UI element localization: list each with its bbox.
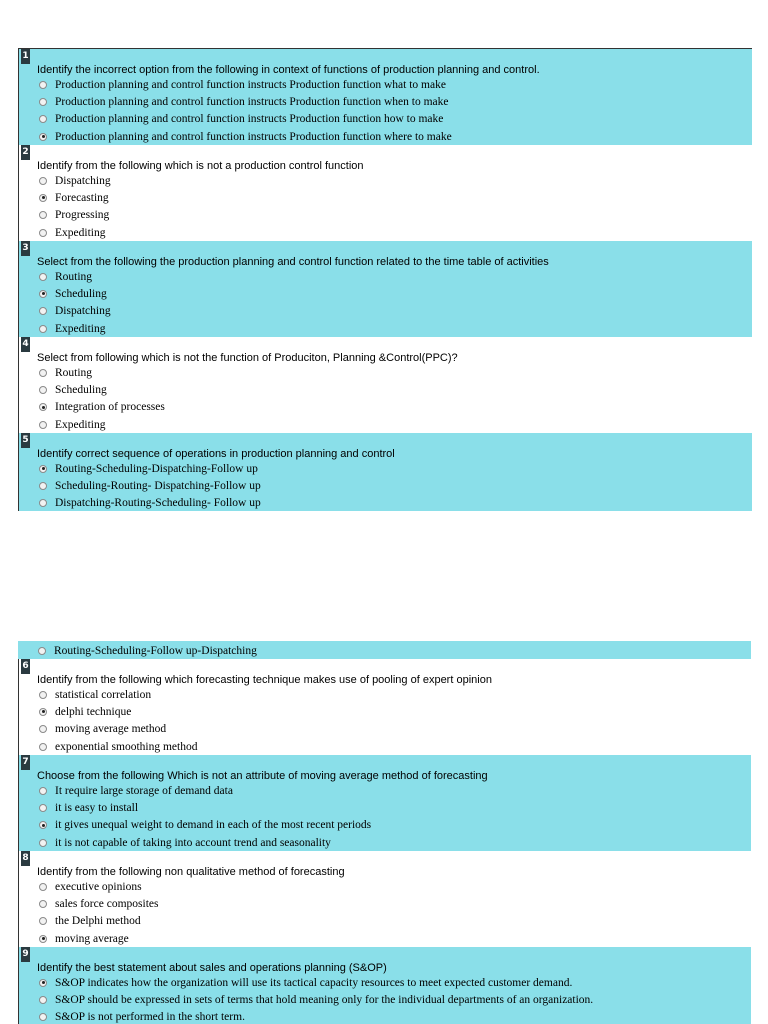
answer-option[interactable] xyxy=(37,930,158,947)
answer-option[interactable] xyxy=(37,224,111,241)
answer-option[interactable] xyxy=(37,878,158,895)
radio-button-selected[interactable] xyxy=(39,290,47,298)
answer-option[interactable] xyxy=(37,268,111,285)
question-number-badge: 1 xyxy=(21,49,30,64)
answer-option[interactable] xyxy=(37,895,158,912)
question-block xyxy=(19,947,751,1024)
option-label: Production planning and control function instructs Production function when to make xyxy=(55,95,449,108)
radio-button[interactable] xyxy=(39,1013,47,1021)
answer-option[interactable] xyxy=(37,364,165,381)
answer-option[interactable] xyxy=(36,642,257,659)
question-block xyxy=(19,337,752,433)
option-list xyxy=(37,76,452,145)
option-label: Routing xyxy=(55,366,93,379)
radio-button[interactable] xyxy=(39,743,47,751)
option-label: It require large storage of demand data xyxy=(55,784,233,797)
option-list xyxy=(37,878,158,947)
answer-option[interactable] xyxy=(37,817,371,834)
radio-button-selected[interactable] xyxy=(39,465,47,473)
answer-option[interactable] xyxy=(37,1009,593,1024)
answer-option[interactable] xyxy=(37,703,197,720)
question-text: Identify from the following which is not a production control function xyxy=(37,160,364,172)
option-label: S&OP indicates how the organization will use its tactical capacity resources to meet expected customer demand. xyxy=(55,976,573,989)
option-label: Expediting xyxy=(55,418,106,431)
answer-option[interactable] xyxy=(37,111,452,128)
radio-button[interactable] xyxy=(39,369,47,377)
answer-option[interactable] xyxy=(37,172,111,189)
answer-option[interactable] xyxy=(37,207,111,224)
option-label: statistical correlation xyxy=(55,688,152,701)
option-label: delphi technique xyxy=(55,705,132,718)
option-label: Production planning and control function instructs Production function what to make xyxy=(55,78,446,91)
option-label: Production planning and control function instructs Production function how to make xyxy=(55,113,444,126)
radio-button-selected[interactable] xyxy=(39,194,47,202)
radio-button[interactable] xyxy=(39,691,47,699)
option-label: S&OP should be expressed in sets of terms that hold meaning only for the individual departments of an organization. xyxy=(55,993,594,1006)
answer-option[interactable] xyxy=(37,495,261,511)
question-text: Select from following which is not the function of Produciton, Planning &Control(PPC)? xyxy=(37,352,458,364)
answer-option[interactable] xyxy=(37,189,111,206)
option-label: exponential smoothing method xyxy=(55,740,198,753)
continued-option-row xyxy=(18,641,751,659)
option-label: Routing-Scheduling-Follow up-Dispatching xyxy=(54,644,257,657)
option-list xyxy=(37,974,593,1024)
option-label: Dispatching xyxy=(55,174,111,187)
question-block xyxy=(19,241,752,337)
radio-button[interactable] xyxy=(39,81,47,89)
radio-button[interactable] xyxy=(39,325,47,333)
radio-button-selected[interactable] xyxy=(39,935,47,943)
answer-option[interactable] xyxy=(37,128,452,145)
option-label: Expediting xyxy=(55,322,106,335)
option-label: Forecasting xyxy=(55,191,109,204)
radio-button[interactable] xyxy=(39,499,47,507)
option-label: it is easy to install xyxy=(55,801,139,814)
radio-button[interactable] xyxy=(39,839,47,847)
question-number-badge: 7 xyxy=(21,755,30,770)
answer-option[interactable] xyxy=(37,991,593,1008)
option-label: it is not capable of taking into account trend and seasonality xyxy=(55,836,331,849)
radio-button[interactable] xyxy=(39,211,47,219)
option-label: Production planning and control function instructs Production function where to make xyxy=(55,130,452,143)
option-label: Dispatching xyxy=(55,305,111,318)
option-list xyxy=(37,460,261,511)
question-number-badge: 8 xyxy=(21,851,30,866)
radio-button[interactable] xyxy=(39,177,47,185)
option-list xyxy=(37,172,111,241)
question-text: Identify the best statement about sales and operations planning (S&OP) xyxy=(37,962,387,974)
question-number-badge: 6 xyxy=(21,659,30,674)
answer-option[interactable] xyxy=(37,834,371,851)
question-block xyxy=(19,145,752,241)
radio-button[interactable] xyxy=(39,883,47,891)
option-label: Progressing xyxy=(55,209,110,222)
option-list xyxy=(37,268,111,337)
option-label: Dispatching-Routing-Scheduling- Follow up xyxy=(55,497,261,510)
question-block xyxy=(19,851,751,947)
radio-button[interactable] xyxy=(39,917,47,925)
answer-option[interactable] xyxy=(37,738,197,755)
radio-button[interactable] xyxy=(39,421,47,429)
radio-button-selected[interactable] xyxy=(39,979,47,987)
radio-button[interactable] xyxy=(39,996,47,1004)
answer-option[interactable] xyxy=(37,320,111,337)
option-label: moving average method xyxy=(55,723,167,736)
question-block xyxy=(19,433,752,511)
radio-button-selected[interactable] xyxy=(39,133,47,141)
radio-button[interactable] xyxy=(38,647,46,655)
answer-option[interactable] xyxy=(37,399,165,416)
option-label: it gives unequal weight to demand in each of the most recent periods xyxy=(55,819,372,832)
answer-option[interactable] xyxy=(37,721,197,738)
option-list xyxy=(37,782,371,851)
option-label: executive opinions xyxy=(55,880,142,893)
radio-button[interactable] xyxy=(39,482,47,490)
question-number-badge: 9 xyxy=(21,947,30,962)
quiz-page-1 xyxy=(18,48,752,511)
radio-button[interactable] xyxy=(39,229,47,237)
question-block xyxy=(19,755,751,851)
option-label: the Delphi method xyxy=(55,915,141,928)
answer-option[interactable] xyxy=(37,93,452,110)
option-label: moving average xyxy=(55,932,129,945)
answer-option[interactable] xyxy=(37,381,165,398)
radio-button[interactable] xyxy=(39,115,47,123)
option-label: S&OP is not performed in the short term. xyxy=(55,1011,245,1024)
radio-button-selected[interactable] xyxy=(39,708,47,716)
question-number-badge: 3 xyxy=(21,241,30,256)
radio-button-selected[interactable] xyxy=(39,403,47,411)
option-list xyxy=(37,686,197,755)
quiz-page-2 xyxy=(18,641,751,1024)
answer-option[interactable] xyxy=(37,460,261,477)
answer-option[interactable] xyxy=(37,799,371,816)
radio-button[interactable] xyxy=(39,804,47,812)
question-text: Select from the following the production planning and control function related to the time table of activities xyxy=(37,256,549,268)
question-text: Identify from the following non qualitative method of forecasting xyxy=(37,866,345,878)
option-label: sales force composites xyxy=(55,897,159,910)
option-label: Integration of processes xyxy=(55,401,165,414)
answer-option[interactable] xyxy=(37,913,158,930)
question-text: Choose from the following Which is not an attribute of moving average method of forecasting xyxy=(37,770,488,782)
answer-option[interactable] xyxy=(37,782,371,799)
radio-button[interactable] xyxy=(39,900,47,908)
radio-button[interactable] xyxy=(39,386,47,394)
question-number-badge: 2 xyxy=(21,145,30,160)
radio-button[interactable] xyxy=(39,273,47,281)
question-list xyxy=(18,659,751,1024)
radio-button-selected[interactable] xyxy=(39,821,47,829)
question-text: Identify from the following which forecasting technique makes use of pooling of expert opinion xyxy=(37,674,492,686)
option-label: Routing-Scheduling-Dispatching-Follow up xyxy=(55,462,258,475)
option-list xyxy=(37,364,165,433)
question-block xyxy=(19,659,751,755)
answer-option[interactable] xyxy=(37,416,165,433)
answer-option[interactable] xyxy=(37,76,452,93)
radio-button[interactable] xyxy=(39,725,47,733)
option-label: Scheduling xyxy=(55,383,107,396)
question-number-badge: 4 xyxy=(21,337,30,352)
option-label: Routing xyxy=(55,270,93,283)
question-number-badge: 5 xyxy=(21,433,30,448)
option-label: Scheduling xyxy=(55,287,107,300)
radio-button[interactable] xyxy=(39,307,47,315)
answer-option[interactable] xyxy=(37,285,111,302)
radio-button[interactable] xyxy=(39,787,47,795)
option-label: Expediting xyxy=(55,226,106,239)
question-text: Identify the incorrect option from the following in context of functions of production planning and control. xyxy=(37,64,540,76)
answer-option[interactable] xyxy=(37,686,197,703)
answer-option[interactable] xyxy=(37,974,593,991)
question-block xyxy=(19,49,752,145)
answer-option[interactable] xyxy=(37,303,111,320)
answer-option[interactable] xyxy=(37,477,261,494)
option-label: Scheduling-Routing- Dispatching-Follow up xyxy=(55,479,261,492)
question-text: Identify correct sequence of operations in production planning and control xyxy=(37,448,395,460)
radio-button[interactable] xyxy=(39,98,47,106)
